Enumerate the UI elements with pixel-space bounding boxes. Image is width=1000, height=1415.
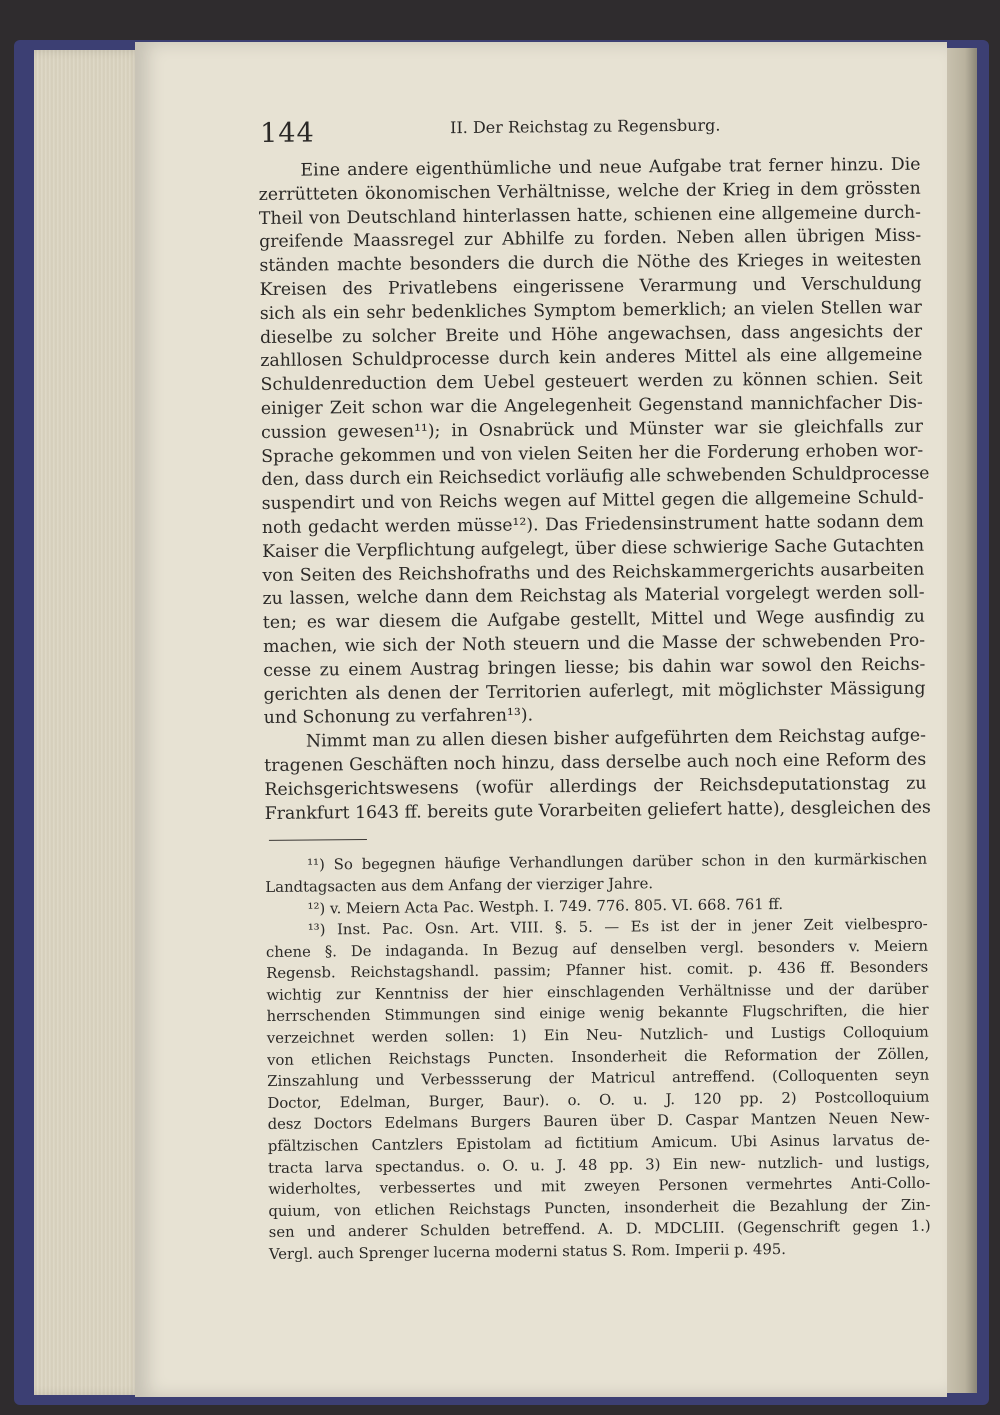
footnote-line: quium, von etlichen Reichstags Puncten, insonderheit die Bezahlung der Zin- [268, 1196, 931, 1220]
footnote-line: chene §. De indaganda. In Bezug auf denselben vergl. besonders v. Meiern [265, 937, 929, 961]
footnote-line: verzeichnet werden sollen: 1) Ein Neu- Nutzlich- und Lustigs Colloquium [266, 1023, 929, 1048]
body-line: suspendirt und von Reichs wegen auf Mittel gegen die allgemeine Schuld- [261, 487, 924, 515]
body-line: Theil von Deutschland hinterlassen hatte, schienen eine allgemeine durch- [258, 202, 922, 229]
footnote-line: tracta larva spectandus. o. O. u. J. 48 pp. 3) Ein new- nutzlich- und lustigs, [267, 1153, 931, 1177]
body-line: zerrütteten ökonomischen Verhältnisse, welche der Krieg in dem grössten [258, 178, 921, 205]
body-line: noth gedacht werden müsse¹²). Das Friedensinstrument hatte sodann dem [261, 511, 925, 538]
footnote-line: Landtagsacten aus dem Anfang der vierziger Jahre. [265, 875, 654, 896]
body-line: einiger Zeit schon war die Angelegenheit Gegenstand mannichfacher Dis- [260, 392, 923, 419]
body-line: ten; es war diesem die Aufgabe gestellt, Mittel und Wege ausfindig zu [262, 606, 925, 634]
footnote-line: Zinszahlung und Verbessserung der Matricul antreffend. (Colloquenten seyn [267, 1066, 930, 1091]
footnote-line: widerholtes, verbessertes und mit zweyen Personen vermehrtes Anti-Collo- [268, 1174, 931, 1199]
footnote-line: Vergl. auch Sprenger lucerna moderni status S. Rom. Imperii p. 495. [268, 1240, 787, 1263]
facing-page-edge [947, 48, 977, 1393]
body-line: Eine andere eigenthümliche und neue Aufgabe trat ferner hinzu. Die [300, 154, 921, 181]
footnotes [265, 849, 931, 1266]
body-line: Reichsgerichtswesens (wofür allerdings der Reichsdeputationstag zu [264, 773, 927, 800]
body-line: Sprache gekommen und von vielen Seiten her die Forderung erhoben wor- [261, 440, 924, 467]
body-line: tragenen Geschäften noch hinzu, dass derselbe auch noch eine Reform des [264, 749, 927, 776]
body-line: gerichten als denen der Territorien auferlegt, mit möglichster Mässigung [263, 678, 926, 705]
body-line: von Seiten des Reichshofraths und des Reichskammergerichts ausarbeiten [262, 559, 925, 586]
page-number: 144 [259, 117, 315, 149]
body-line: den, dass durch ein Reichsedict vorläufig alle schwebenden Schuldprocesse [261, 463, 930, 491]
body-line: machen, wie sich der Noth steuern und die Masse der schwebenden Pro- [262, 630, 926, 657]
footnote-line: ¹³) Inst. Pac. Osn. Art. VIII. §. 5. — Es ist der in jener Zeit vielbespro- [307, 915, 928, 939]
body-line: zu lassen, welche dann dem Reichstag als Material vorgelegt werden soll- [262, 582, 925, 610]
footnote-line: desz Doctors Edelmans Burgers Bauren über D. Caspar Mantzen Neuen New- [267, 1110, 930, 1134]
body-text [258, 154, 931, 827]
body-line: und Schonung zu verfahren¹³). [263, 705, 534, 729]
running-head: II. Der Reichstag zu Regensburg. [450, 115, 721, 138]
body-line: ständen machte besonders die durch die Nöthe des Krieges in weitesten [259, 249, 922, 277]
footnote-line: von etlichen Reichstags Puncten. Insonderheit die Reformation der Zöllen, [266, 1045, 930, 1069]
footnote-line: sen und anderer Schulden betreffend. A. D. MDCLIII. (Gegenschrift gegen 1.) [268, 1218, 931, 1242]
body-line: Kreisen des Privatlebens eingerissene Verarmung und Verschuldung [259, 273, 922, 300]
footnote-line: Regensb. Reichstagshandl. passim; Pfanner hist. comit. p. 436 ff. Besonders [266, 958, 929, 983]
footnote-line: ¹¹) So begegnen häufige Verhandlungen darüber schon in den kurmärkischen [307, 850, 928, 874]
body-line: greifende Maassregel zur Abhilfe zu forden. Neben allen übrigen Miss- [259, 226, 922, 253]
body-line: sich als ein sehr bedenkliches Symptom bemerklich; an vielen Stellen war [259, 297, 922, 324]
page-stack-edges [34, 50, 144, 1395]
body-line: Frankfurt 1643 ff. bereits gute Vorarbeiten geliefert hatte), desgleichen des [264, 797, 931, 824]
body-line: Nimmt man zu allen diesen bisher aufgeführten dem Reichstag aufge- [305, 725, 927, 752]
body-line: Kaiser die Verpflichtung aufgelegt, über diese schwierige Sache Gutachten [262, 535, 925, 562]
footnote-line: Doctor, Edelman, Burger, Baur). o. O. u. J. 120 pp. 2) Postcolloquium [267, 1088, 930, 1112]
body-line: zahllosen Schuldprocesse durch kein anderes Mittel als eine allgemeine [260, 345, 923, 372]
footnote-line: wichtig zur Kenntniss der hier einschlagenden Verhältnisse und der darüber [266, 980, 929, 1004]
footnote-line: herrschenden Stimmungen sind einige wenig bekannte Flugschriften, die hier [266, 1002, 929, 1026]
body-line: Schuldenreduction dem Uebel gesteuert werden zu können schien. Seit [260, 368, 923, 396]
body-line: cesse zu einem Austrag bringen liesse; bis dahin war sowol den Reichs- [263, 654, 926, 681]
footnote-line: ¹²) v. Meiern Acta Pac. Westph. I. 749. 776. 805. VI. 668. 761 ff. [307, 895, 784, 918]
footnote-line: pfältzischen Cantzlers Epistolam ad fictitium Amicum. Ubi Asinus larvatus de- [267, 1131, 930, 1155]
footnote-separator-rule [269, 839, 367, 841]
body-line: cussion gewesen¹¹); in Osnabrück und Münster war sie gleichfalls zur [260, 416, 924, 443]
page-header [258, 112, 920, 158]
body-line: dieselbe zu solcher Breite und Höhe angewachsen, dass angesichts der [260, 321, 923, 348]
page-text-block [258, 112, 931, 1266]
